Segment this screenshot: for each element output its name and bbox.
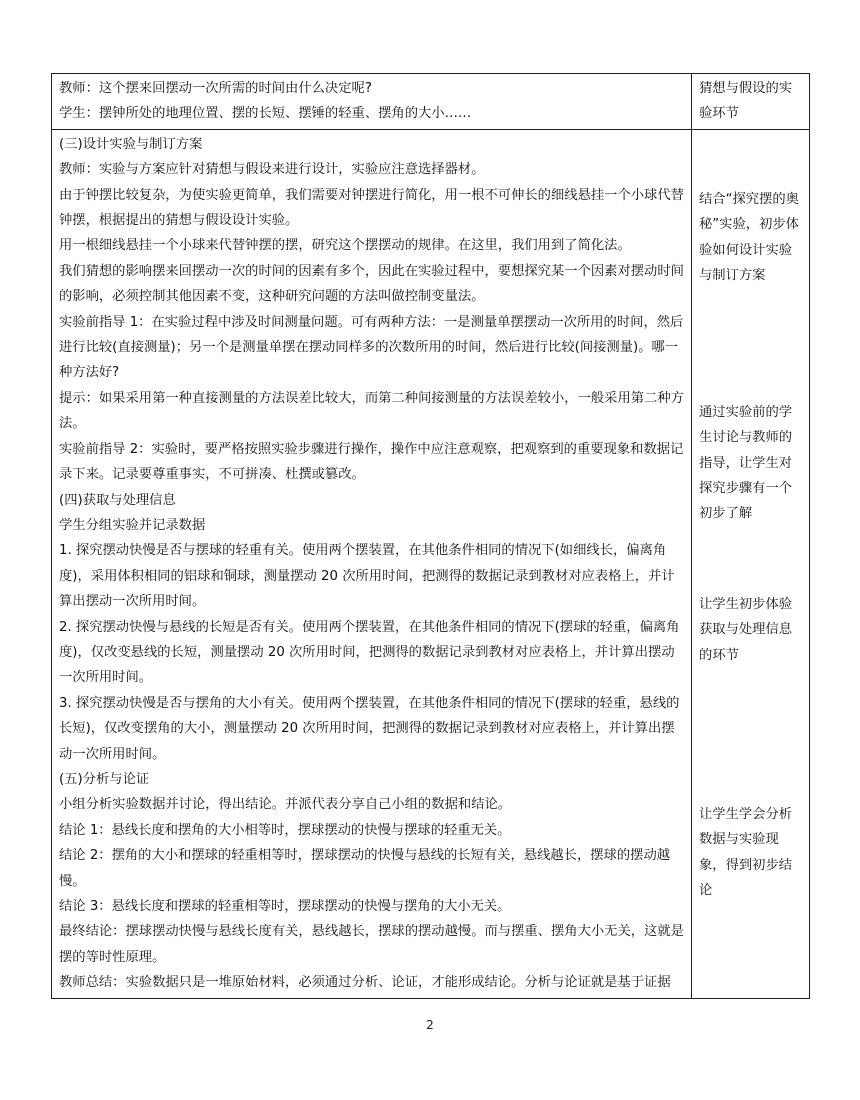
paragraph: 实验前指导 2：实验时，要严格按照实验步骤进行操作，操作中应注意观察，把观察到的重要现象和数据记录下来。记录要尊重事实，不可拼凑、杜撰或篡改。: [59, 441, 684, 483]
paragraph: 由于钟摆比较复杂，为使实验更简单，我们需要对钟摆进行简化，用一根不可伸长的细线悬挂一个小球代替钟摆，根据提出的猜想与假设设计实验。: [59, 187, 684, 229]
list-item: 1. 探究摆动快慢是否与摆球的轻重有关。使用两个摆装置，在其他条件相同的情况下(如细线长，偏离角度)，采用体积相同的铝球和铜球，测量摆动 20 次所用时间，把测得的数据记录到教材对应表格上，并计算出摆动一次所用时间。: [59, 543, 675, 610]
paragraph: 我们猜想的影响摆来回摆动一次的时间的因素有多个，因此在实验过程中，要想探究某一个因素对摆动时间的影响，必须控制其他因素不变，这种研究问题的方法叫做控制变量法。: [59, 263, 684, 305]
note-cell: [692, 74, 810, 130]
note-text: 让学生学会分析数据与实验现象，得到初步结论: [699, 806, 793, 899]
section-heading: (五)分析与论证: [59, 771, 150, 787]
paragraph: 提示：如果采用第一种直接测量的方法误差比较大，而第二种间接测量的方法误差较小，一般采用第二种方法。: [59, 390, 684, 432]
note-text: 结合“探究摆的奥秘”实验，初步体验如何设计实验与制订方案: [699, 191, 799, 284]
content-cell: [52, 129, 692, 998]
teacher-summary: 教师总结：实验数据只是一堆原始材料，必须通过分析、论证，才能形成结论。分析与论证就是基于证据: [59, 975, 671, 991]
conclusion: 结论 2：摆角的大小和摆球的轻重相等时，摆球摆动的快慢与悬线的长短有关，悬线越长，摆球的摆动越慢。: [59, 848, 671, 889]
note-text: 让学生初步体验获取与处理信息的环节: [699, 596, 793, 663]
paragraph: 实验前指导 1：在实验过程中涉及时间测量问题。可有两种方法：一是测量单摆摆动一次所用的时间，然后进行比较(直接测量)；另一个是测量单摆在摆动同样多的次数所用的时间，然后进行比较(间接测量)。哪一种方法好?: [59, 314, 684, 381]
conclusion: 结论 1：悬线长度和摆角的大小相等时，摆球摆动的快慢与摆球的轻重无关。: [59, 822, 511, 838]
section-heading: (三)设计实验与制订方案: [59, 136, 203, 152]
teacher-question: 教师：这个摆来回摆动一次所需的时间由什么决定呢?: [59, 81, 372, 96]
page-number: 2: [426, 1018, 434, 1032]
table-row: [52, 129, 810, 998]
note-cell: [692, 129, 810, 998]
paragraph: 用一根细线悬挂一个小球来代替钟摆的摆，研究这个摆摆动的规律。在这里，我们用到了简化法。: [59, 238, 631, 254]
list-item: 3. 探究摆动快慢是否与摆角的大小有关。使用两个摆装置，在其他条件相同的情况下(摆球的轻重，悬线的长短)，仅改变摆角的大小，测量摆动 20 次所用时间，把测得的数据记录到教材对应表格上，并计算出摆动一次所用时间。: [59, 695, 680, 762]
lesson-plan-table: [51, 73, 810, 999]
note-text: 通过实验前的学生讨论与教师的指导，让学生对探究步骤有一个初步了解: [699, 404, 793, 522]
content-cell: [52, 74, 692, 130]
list-item: 2. 探究摆动快慢与悬线的长短是否有关。使用两个摆装置，在其他条件相同的情况下(摆球的轻重，偏离角度)，仅改变悬线的长短，测量摆动 20 次所用时间，把测得的数据记录到教材对应表格上，并计算出摆动一次所用时间。: [59, 619, 680, 686]
note-text: 猜想与假设的实验环节: [699, 81, 793, 122]
table-row: [52, 74, 810, 130]
final-conclusion: 最终结论：摆球摆动快慢与悬线长度有关，悬线越长，摆球的摆动越慢。而与摆重、摆角大小无关，这就是摆的等时性原理。: [59, 924, 684, 965]
section-heading: (四)获取与处理信息: [59, 492, 176, 508]
conclusion: 结论 3：悬线长度和摆球的轻重相等时，摆球摆动的快慢与摆角的大小无关。: [59, 899, 511, 914]
paragraph: 学生分组实验并记录数据: [59, 517, 206, 533]
student-answer: 学生：摆钟所处的地理位置、摆的长短、摆锤的轻重、摆角的大小……: [59, 106, 472, 122]
paragraph: 教师：实验与方案应针对猜想与假设来进行设计，实验应注意选择器材。: [59, 162, 485, 178]
paragraph: 小组分析实验数据并讨论，得出结论。并派代表分享自己小组的数据和结论。: [59, 797, 512, 813]
